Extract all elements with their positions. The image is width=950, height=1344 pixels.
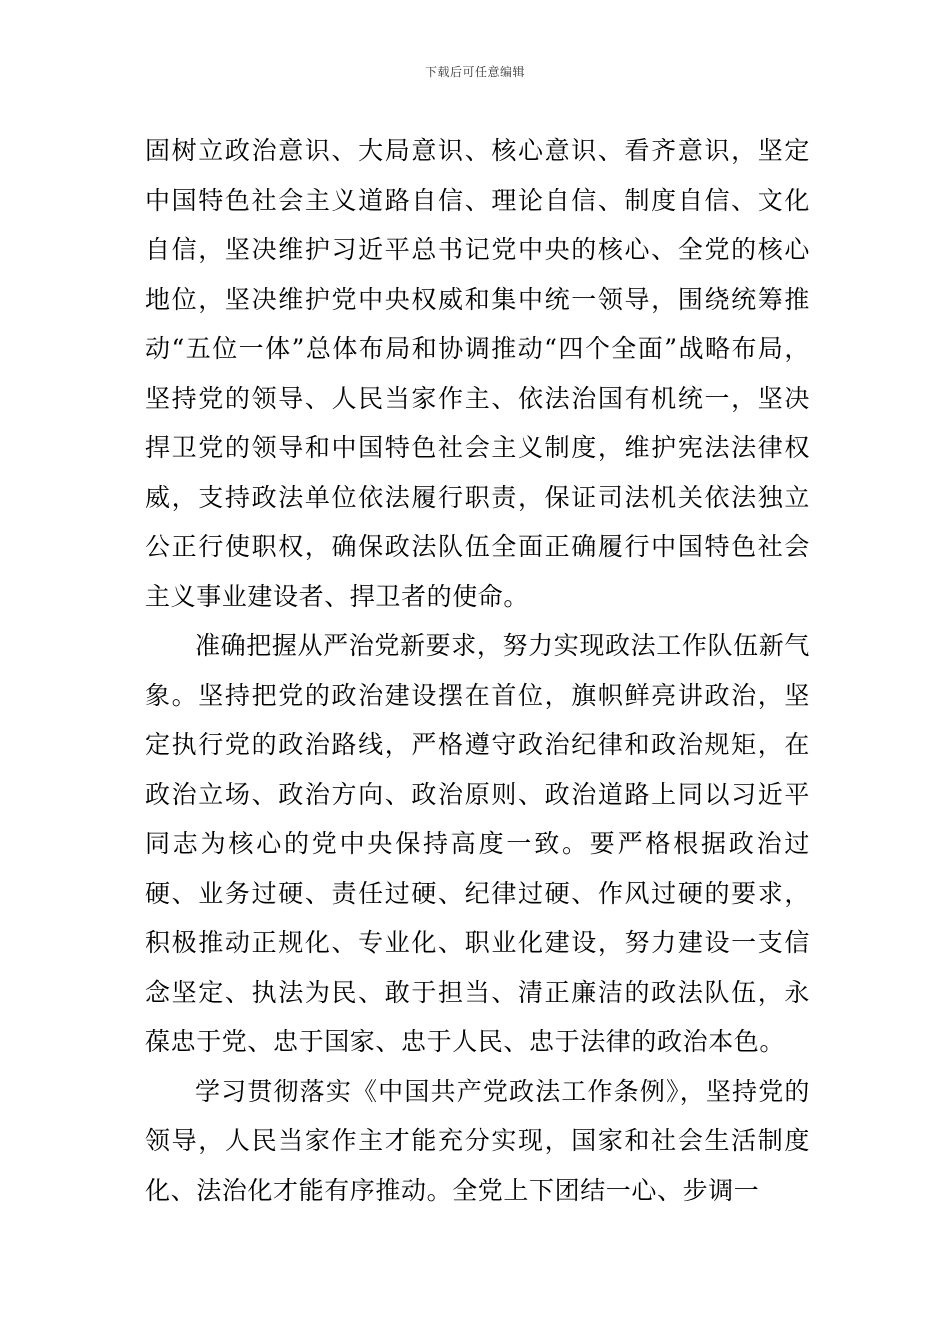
paragraph-2: 准确把握从严治党新要求，努力实现政法工作队伍新气象。坚持把党的政治建设摆在首位，旗帜鲜亮讲政治，坚定执行党的政治路线，严格遵守政治纪律和政治规矩，在政治立场、政治方向、政治原则、政治道路上同以习近平同志为核心的党中央保持高度一致。要严格根据政治过硬、业务过硬、责任过硬、纪律过硬、作风过硬的要求，积极推动正规化、专业化、职业化建设，努力建设一支信念坚定、执法为民、敢于担当、清正廉洁的政法队伍，永葆忠于党、忠于国家、忠于人民、忠于法律的政治本色。 <box>145 631 810 1056</box>
paragraph-3: 学习贯彻落实《中国共产党政法工作条例》，坚持党的领导，人民当家作主才能充分实现，国家和社会生活制度化、法治化才能有序推动。全党上下团结一心、步调一 <box>145 1076 810 1205</box>
paragraph-1: 固树立政治意识、大局意识、核心意识、看齐意识，坚定中国特色社会主义道路自信、理论自信、制度自信、文化自信，坚决维护习近平总书记党中央的核心、全党的核心地位，坚决维护党中央权威和集中统一领导，围绕统筹推动“五位一体”总体布局和协调推动“四个全面”战略布局，坚持党的领导、人民当家作主、依法治国有机统一，坚决捍卫党的领导和中国特色社会主义制度，维护宪法法律权威，支持政法单位依法履行职责，保证司法机关依法独立公正行使职权，确保政法队伍全面正确履行中国特色社会主义事业建设者、捍卫者的使命。 <box>145 136 810 611</box>
page-header: 下载后可任意编辑 <box>424 65 525 79</box>
document-body <box>145 126 810 1215</box>
